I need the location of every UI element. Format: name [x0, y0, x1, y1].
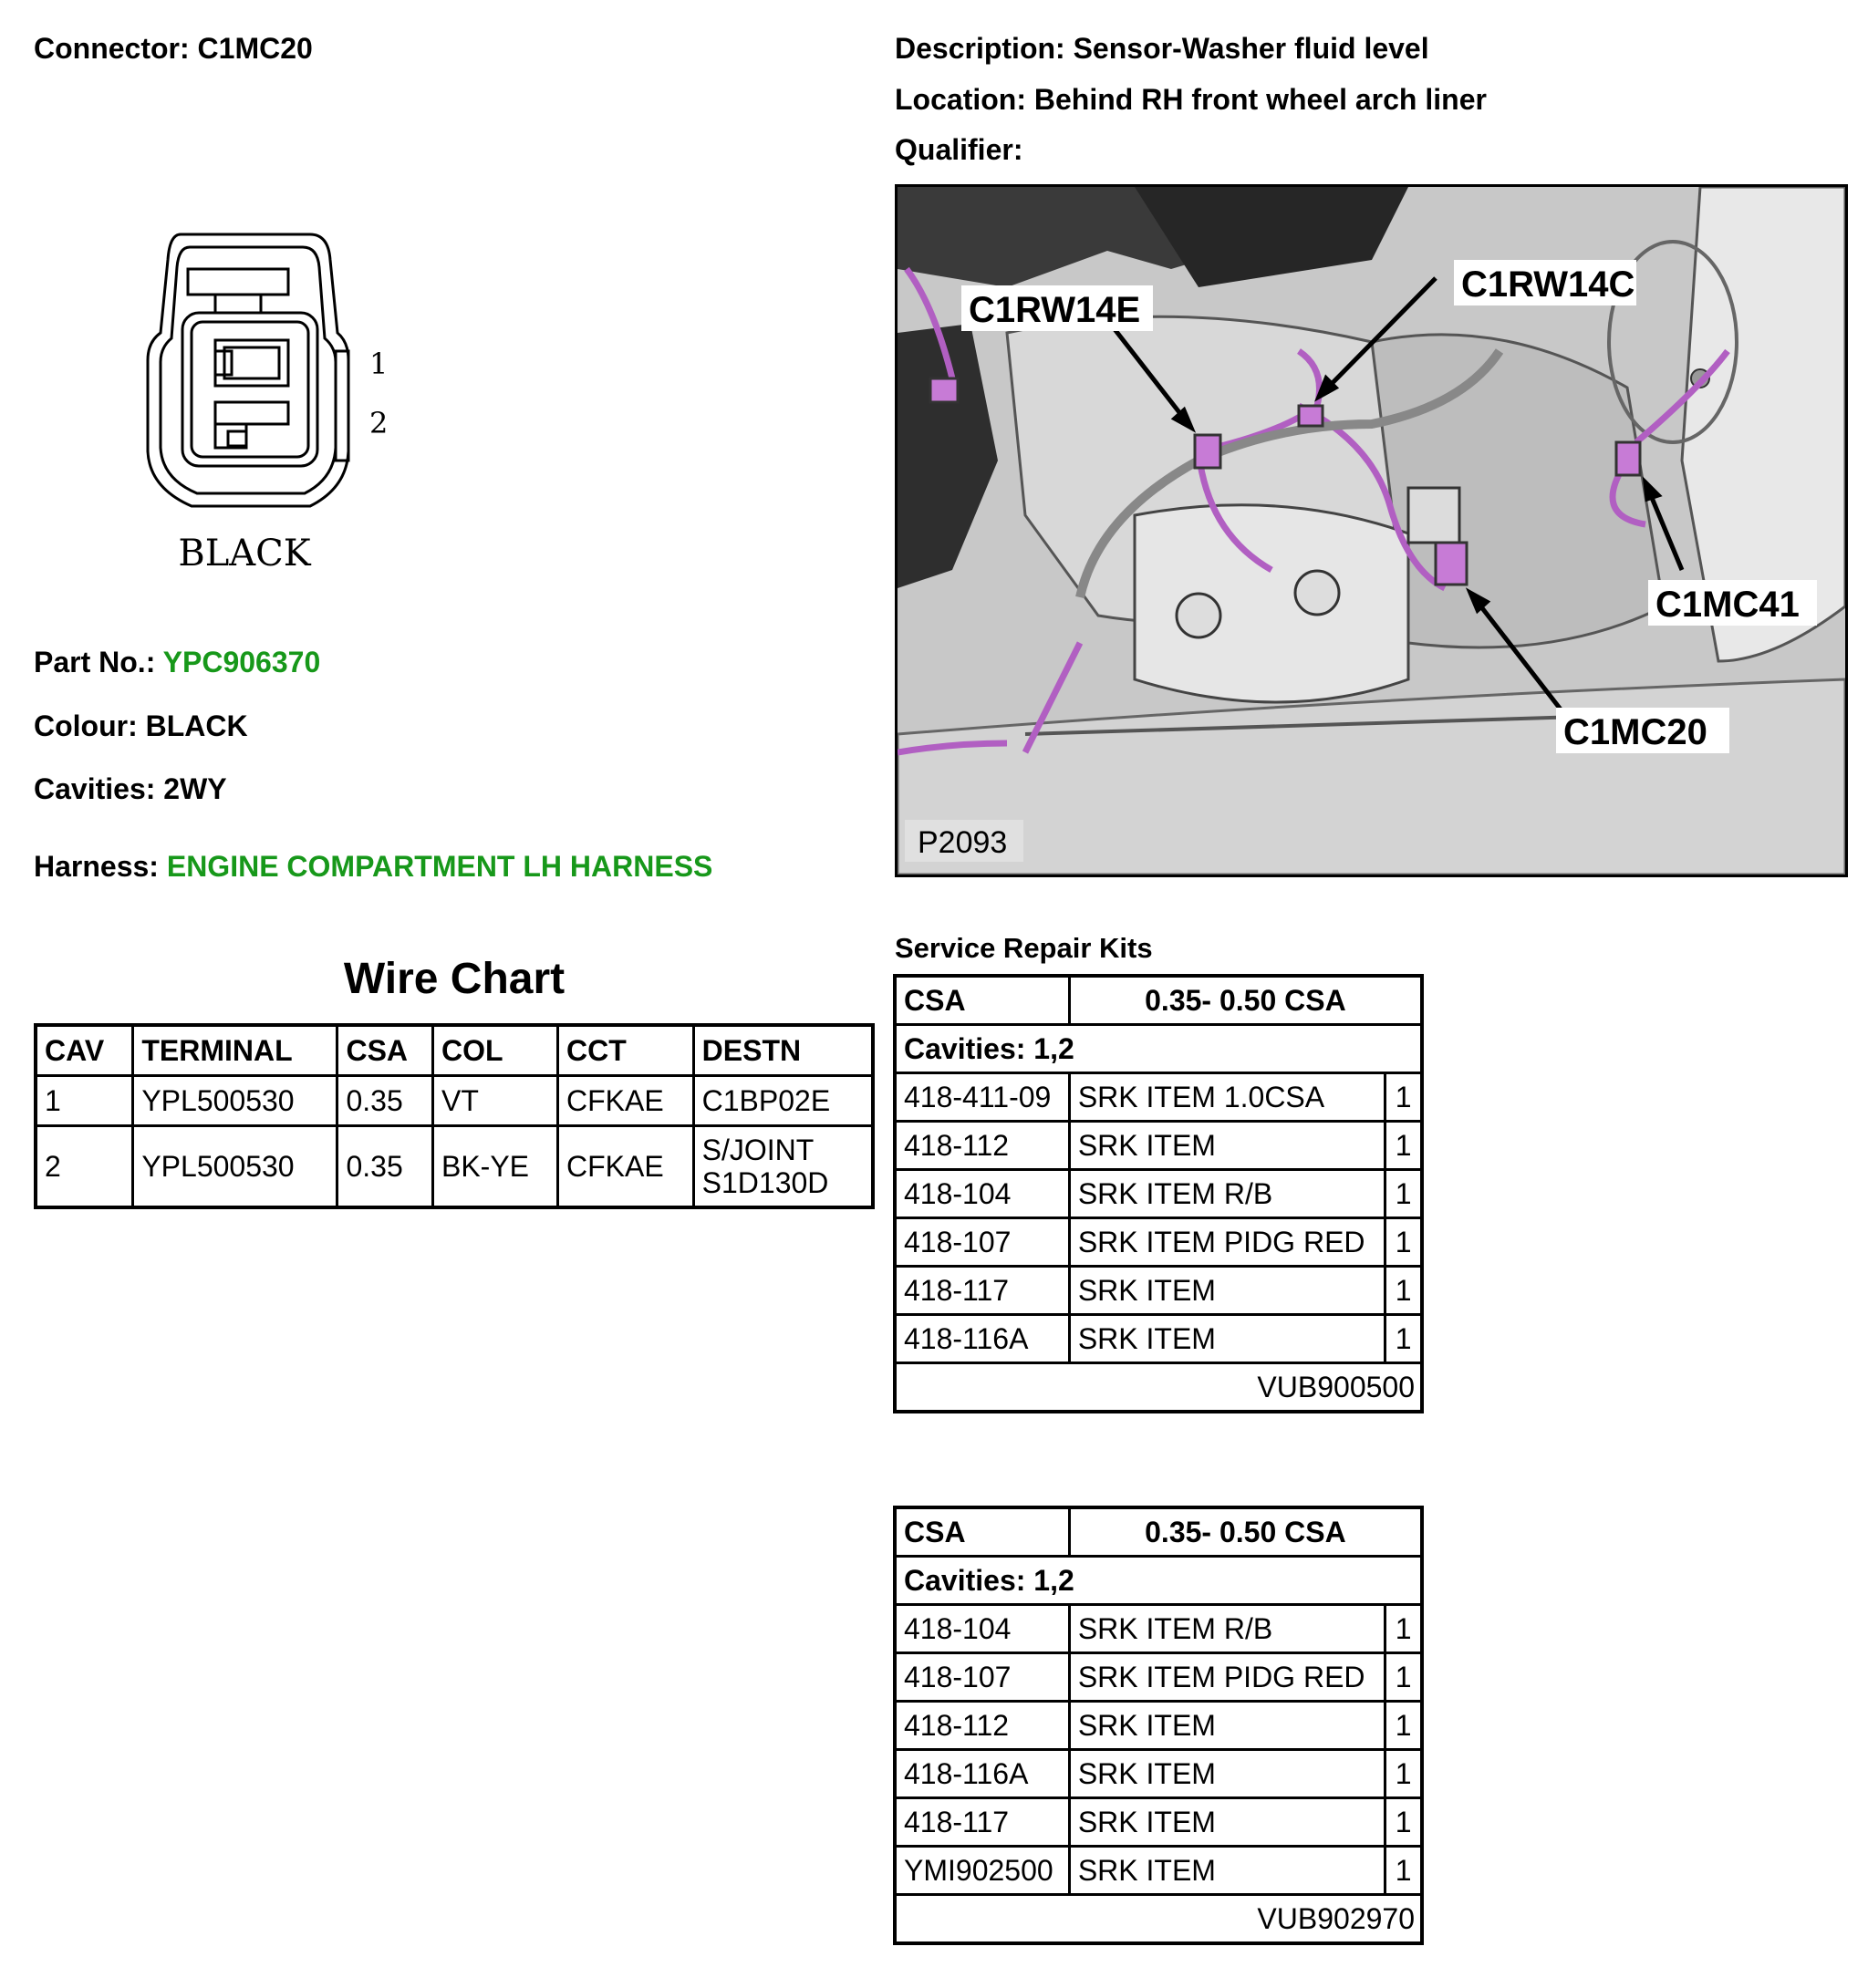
connector-label: Connector: [34, 32, 190, 65]
table-row [895, 1847, 1422, 1895]
cavities-label: Cavities: [34, 772, 156, 805]
connector-value: C1MC20 [197, 32, 313, 65]
kit-item-qty: 1 [1385, 1750, 1422, 1798]
kit-item-desc: SRK ITEM PIDG RED [1069, 1653, 1385, 1702]
kit-part-no-row [895, 1363, 1422, 1413]
terminal-cell: YPL500530 [133, 1076, 337, 1126]
description-label: Description: [895, 32, 1065, 65]
table-row [895, 1267, 1422, 1315]
col-cell: BK-YE [432, 1126, 557, 1208]
kit-item-qty: 1 [1385, 1122, 1422, 1170]
kit-csa-label: CSA [895, 1507, 1069, 1557]
kit-item-code: 418-104 [895, 1605, 1069, 1653]
wire-chart-header: COL [432, 1025, 557, 1076]
location-label: Location: [895, 83, 1026, 116]
harness-label: Harness: [34, 850, 159, 883]
repair-kit-table [893, 974, 1424, 1413]
kit-item-desc: SRK ITEM [1069, 1122, 1385, 1170]
cct-cell: CFKAE [558, 1126, 694, 1208]
kit-item-qty: 1 [1385, 1073, 1422, 1122]
kit-item-qty: 1 [1385, 1798, 1422, 1847]
cav-cell: 2 [36, 1126, 133, 1208]
kit-item-desc: SRK ITEM R/B [1069, 1170, 1385, 1218]
colour-line [34, 708, 248, 744]
kit-item-code: 418-117 [895, 1798, 1069, 1847]
description-line [895, 30, 1429, 67]
kit-item-desc: SRK ITEM [1069, 1315, 1385, 1363]
description-value: Sensor-Washer fluid level [1073, 32, 1429, 65]
harness-link[interactable]: ENGINE COMPARTMENT LH HARNESS [166, 850, 713, 883]
kit-cavities: Cavities: 1,2 [895, 1557, 1422, 1605]
table-row [895, 1798, 1422, 1847]
harness-line [34, 848, 712, 885]
table-row [895, 1122, 1422, 1170]
kit-item-desc: SRK ITEM [1069, 1267, 1385, 1315]
wire-chart-title: Wire Chart [343, 955, 566, 1003]
service-repair-kits-title: Service Repair Kits [895, 932, 1153, 964]
destn-cell: S/JOINT S1D130D [693, 1126, 873, 1208]
table-row [895, 1315, 1422, 1363]
callout-c1rw14c: C1RW14C [1461, 264, 1635, 305]
kit-item-code: YMI902500 [895, 1847, 1069, 1895]
part-no-line [34, 644, 320, 680]
part-no-link[interactable]: YPC906370 [162, 646, 321, 678]
terminal-cell: YPL500530 [133, 1126, 337, 1208]
colour-value: BLACK [145, 709, 248, 742]
kit-item-desc: SRK ITEM [1069, 1798, 1385, 1847]
callout-c1mc41: C1MC41 [1655, 585, 1800, 625]
repair-kit-table [893, 1506, 1424, 1945]
kit-part-no-row [895, 1895, 1422, 1944]
table-row [895, 1605, 1422, 1653]
col-cell: VT [432, 1076, 557, 1126]
kit-item-code: 418-107 [895, 1653, 1069, 1702]
qualifier-label: Qualifier: [895, 133, 1023, 166]
kit-item-code: 418-112 [895, 1122, 1069, 1170]
kit-item-code: 418-116A [895, 1750, 1069, 1798]
kit-item-qty: 1 [1385, 1267, 1422, 1315]
kit-item-desc: SRK ITEM 1.0CSA [1069, 1073, 1385, 1122]
part-no-label: Part No.: [34, 646, 156, 678]
kit-item-qty: 1 [1385, 1218, 1422, 1267]
colour-label: Colour: [34, 709, 138, 742]
kit-item-code: 418-411-09 [895, 1073, 1069, 1122]
cavities-value: 2WY [163, 772, 227, 805]
kit-item-qty: 1 [1385, 1847, 1422, 1895]
pin-2-label: 2 [369, 406, 389, 440]
figure-id: P2093 [918, 825, 1008, 860]
pin-1-label: 1 [369, 347, 389, 381]
kit-item-code: 418-107 [895, 1218, 1069, 1267]
kit-item-code: 418-112 [895, 1702, 1069, 1750]
csa-cell: 0.35 [337, 1076, 433, 1126]
kit-item-desc: SRK ITEM R/B [1069, 1605, 1385, 1653]
table-row [895, 1073, 1422, 1122]
connector-line [34, 30, 313, 67]
table-row [895, 1702, 1422, 1750]
kit-item-code: 418-117 [895, 1267, 1069, 1315]
callout-c1rw14e: C1RW14E [969, 290, 1141, 330]
kit-item-code: 418-116A [895, 1315, 1069, 1363]
kit-item-qty: 1 [1385, 1315, 1422, 1363]
kit-csa-row [895, 976, 1422, 1025]
wire-chart-header: CCT [558, 1025, 694, 1076]
kit-part-no: VUB902970 [895, 1895, 1422, 1944]
cavities-line [34, 771, 227, 807]
kit-item-qty: 1 [1385, 1170, 1422, 1218]
csa-cell: 0.35 [337, 1126, 433, 1208]
location-photo-illustration [898, 187, 1845, 875]
table-row [895, 1750, 1422, 1798]
table-row [36, 1126, 873, 1208]
kit-item-code: 418-104 [895, 1170, 1069, 1218]
kit-item-desc: SRK ITEM [1069, 1750, 1385, 1798]
qualifier-line [895, 131, 1022, 168]
wire-chart-table [34, 1023, 875, 1209]
kit-csa-value: 0.35- 0.50 CSA [1069, 1507, 1422, 1557]
kit-csa-value: 0.35- 0.50 CSA [1069, 976, 1422, 1025]
cav-cell: 1 [36, 1076, 133, 1126]
callout-c1mc20: C1MC20 [1563, 712, 1707, 752]
kit-cavities-row [895, 1557, 1422, 1605]
connector-face-diagram [137, 223, 410, 588]
table-row [895, 1170, 1422, 1218]
kit-item-qty: 1 [1385, 1702, 1422, 1750]
kit-item-desc: SRK ITEM PIDG RED [1069, 1218, 1385, 1267]
table-row [895, 1653, 1422, 1702]
location-line [895, 81, 1487, 118]
wire-chart-header: CSA [337, 1025, 433, 1076]
kit-item-qty: 1 [1385, 1605, 1422, 1653]
kit-cavities: Cavities: 1,2 [895, 1025, 1422, 1073]
cct-cell: CFKAE [558, 1076, 694, 1126]
location-photo [895, 184, 1848, 877]
destn-cell: C1BP02E [693, 1076, 873, 1126]
wire-chart-header: CAV [36, 1025, 133, 1076]
kit-csa-label: CSA [895, 976, 1069, 1025]
kit-part-no: VUB900500 [895, 1363, 1422, 1413]
wire-chart-header-row [36, 1025, 873, 1076]
table-row [895, 1218, 1422, 1267]
diagram-colour-caption: BLACK [178, 533, 311, 575]
kit-item-desc: SRK ITEM [1069, 1847, 1385, 1895]
wire-chart-header: DESTN [693, 1025, 873, 1076]
kit-item-desc: SRK ITEM [1069, 1702, 1385, 1750]
table-row [36, 1076, 873, 1126]
kit-cavities-row [895, 1025, 1422, 1073]
wire-chart-header: TERMINAL [133, 1025, 337, 1076]
kit-item-qty: 1 [1385, 1653, 1422, 1702]
location-value: Behind RH front wheel arch liner [1033, 83, 1487, 116]
kit-csa-row [895, 1507, 1422, 1557]
